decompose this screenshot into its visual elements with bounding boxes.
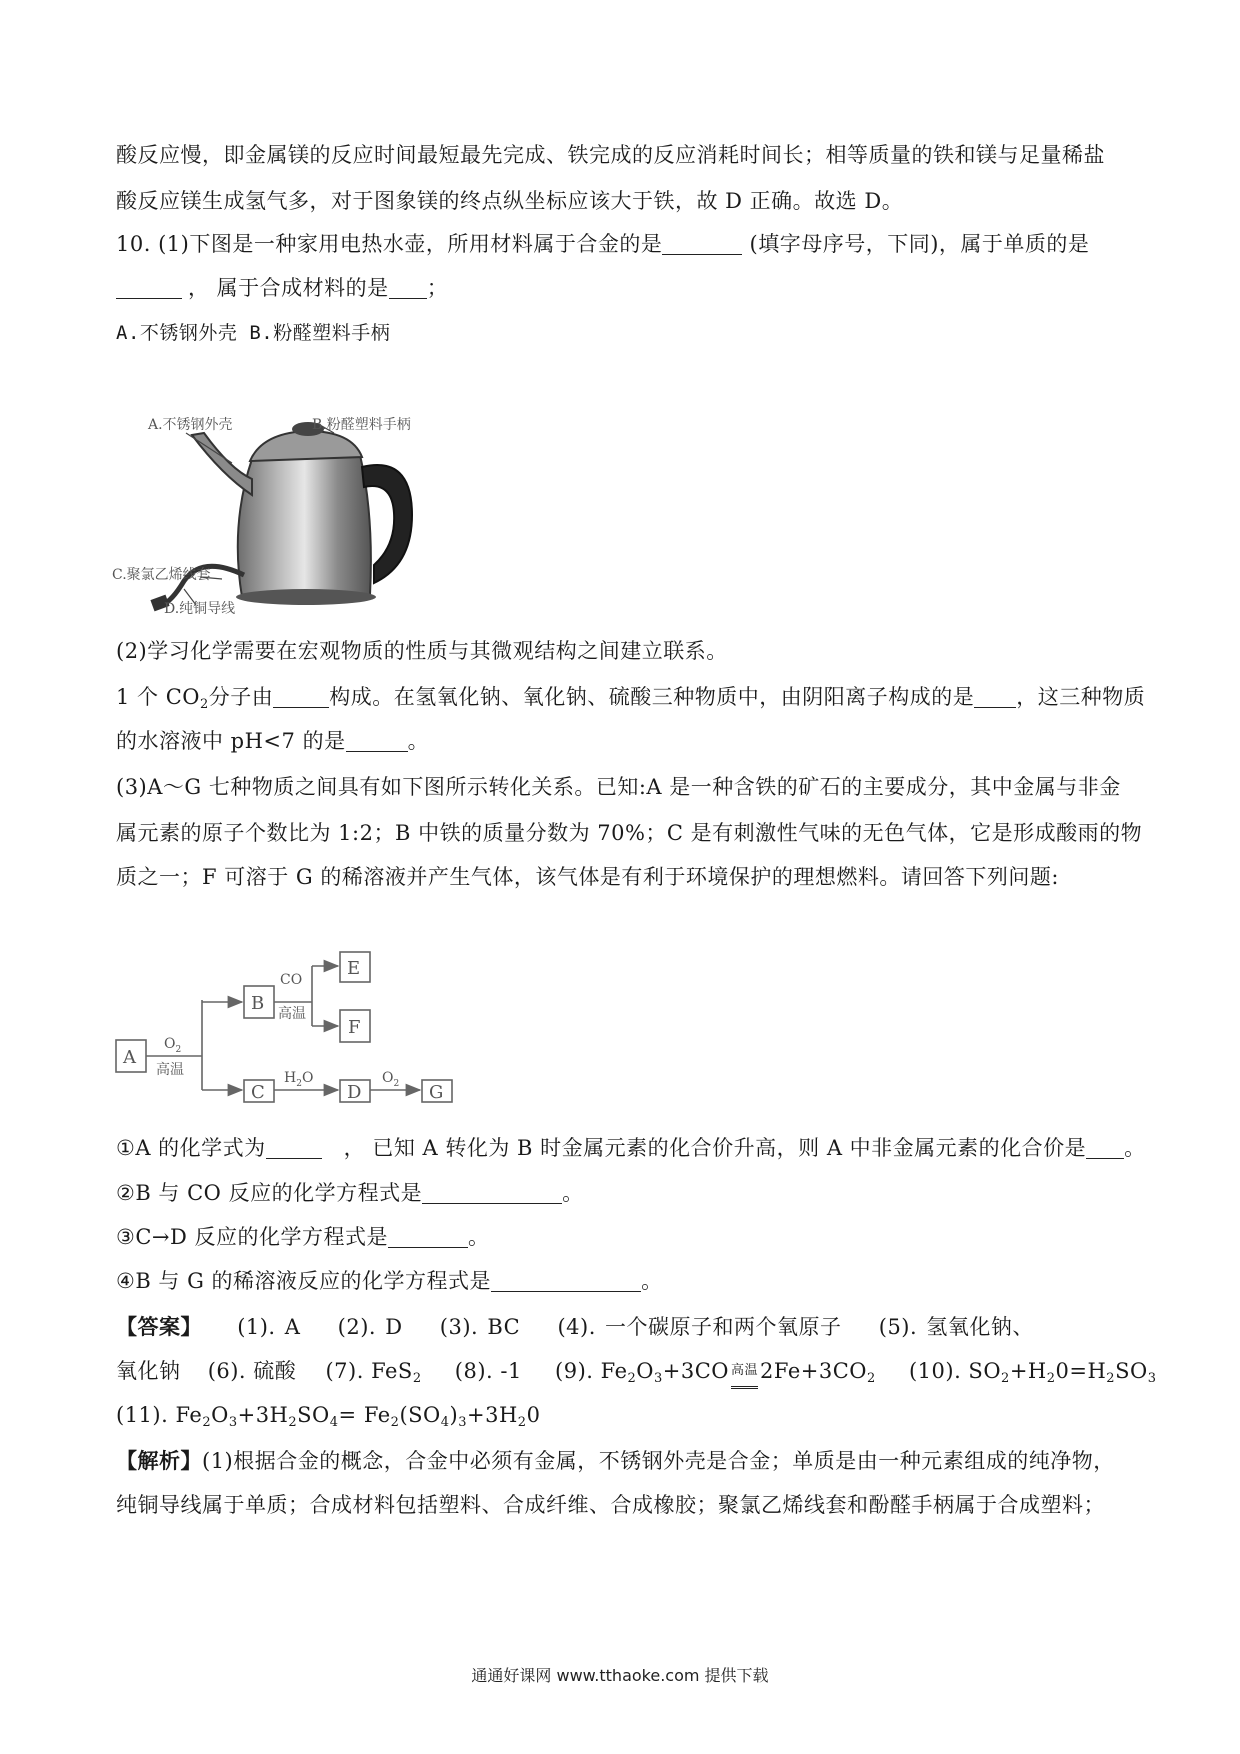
q10-text: 。 [468, 1225, 490, 1249]
intro-line-1: 酸反应慢，即金属镁的反应时间最短最先完成、铁完成的反应消耗时间长；相等质量的铁和镁与足量稀盐 [116, 143, 1105, 167]
q10-sub1 [116, 1133, 1146, 1163]
answer-blank [266, 1136, 322, 1159]
answer-label: 【答案】 [116, 1314, 202, 1339]
analysis-text: (1)根据合金的概念，合金中必须有金属，不锈钢外壳是合金；单质是由一种元素组成的纯净物， [202, 1449, 1115, 1473]
answer-item: (1). A [237, 1315, 301, 1339]
answer-blank [116, 276, 182, 299]
answer-blank [491, 1269, 641, 1292]
kettle-label-a: A.不锈钢外壳 [148, 417, 233, 433]
q10-text: ③C→D 反应的化学方程式是 [116, 1225, 389, 1249]
q10-text: 10. (1)下图是一种家用电热水壶，所用材料属于合金的是 [116, 232, 663, 256]
answer-item: (3). BC [439, 1315, 521, 1339]
answer-item: (4). 一个碳原子和两个氧原子 [557, 1315, 842, 1339]
answer-blank [388, 1225, 468, 1248]
q10-text: 。 [407, 729, 430, 753]
analysis-line-1 [116, 1446, 1126, 1476]
q10-text: (填字母序号，下同)，属于单质的是 [742, 232, 1090, 256]
cond-o2-b: $O_2$ [382, 1070, 400, 1089]
q10-text: 。 [641, 1269, 663, 1293]
analysis-label: 【解析】 [116, 1448, 202, 1473]
q10-part1-line1 [116, 229, 1126, 259]
page-footer: 通通好课网 www.tthaoke.com 提供下载 [471, 1666, 769, 1685]
answer-blank [273, 685, 329, 708]
kettle-label-b: B.粉醛塑料手柄 [312, 417, 411, 433]
cond-h2o: $H_2O$ [284, 1070, 314, 1089]
q10-text: ④B 与 G 的稀溶液反应的化学方程式是 [116, 1269, 492, 1293]
answer-item: (9). $Fe_2O_3+3CO$ 高温$2Fe+3CO_2$ [555, 1359, 876, 1383]
q10-part3-line1: (3)A～G 七种物质之间具有如下图所示转化关系。已知:A 是一种含铁的矿石的主要成分，其中金属与非金 [116, 775, 1121, 799]
answer-item: (6). 硫酸 [207, 1359, 297, 1383]
answer-item: (7). FeS$_2$ [325, 1359, 422, 1386]
cond-co: CO [280, 972, 303, 988]
analysis-line-2: 纯铜导线属于单质；合成材料包括塑料、合成纤维、合成橡胶；聚氯乙烯线套和酚醛手柄属于合成塑料； [116, 1493, 1105, 1517]
node-b: B [251, 993, 265, 1014]
answer-blank [662, 232, 742, 255]
cond-gaowen-1: 高温 [156, 1062, 184, 1078]
q10-text: 分子由 [208, 685, 274, 709]
q10-text: 1 个 CO [116, 685, 200, 709]
answer-item: (5). 氢氧化钠、 [878, 1315, 1034, 1339]
answer-blank [422, 1181, 562, 1204]
node-c: C [251, 1082, 265, 1103]
q10-text: ①A 的化学式为 [116, 1136, 266, 1160]
answer-item: (8). -1 [454, 1359, 522, 1383]
q10-text: ，这三种物质 [1016, 685, 1146, 709]
answer-item: 氧化钠 [116, 1359, 181, 1383]
q10-part3-line2: 属元素的原子个数比为 1:2；B 中铁的质量分数为 70%；C 是有刺激性气味的无色气体，它是形成酸雨的物 [116, 821, 1143, 845]
q10-part2-line2 [116, 682, 1146, 712]
cond-o2: $O_2$ [164, 1036, 182, 1055]
q10-part2-line3 [116, 726, 1126, 756]
q10-text: 。 [1124, 1136, 1146, 1160]
electric-kettle-figure [112, 405, 474, 617]
q10-part2-line1: (2)学习化学需要在宏观物质的性质与其微观结构之间建立联系。 [116, 639, 728, 663]
node-g: G [429, 1082, 444, 1103]
node-f: F [348, 1017, 361, 1038]
q10-sub4 [116, 1266, 1126, 1296]
kettle-label-d: D.纯铜导线 [164, 601, 236, 617]
q10-text: 。 [562, 1181, 584, 1205]
q10-text: 构成。在氢氧化钠、氧化钠、硫酸三种物质中，由阴阳离子构成的是 [329, 685, 975, 709]
q10-part3-line3: 质之一；F 可溶于 G 的稀溶液并产生气体，该气体是有利于环境保护的理想燃料。请回答下列问题: [116, 865, 1059, 889]
intro-line-2: 酸反应镁生成氢气多，对于图象镁的终点纵坐标应该大于铁，故 D 正确。故选 D。 [116, 189, 904, 213]
q10-text: ， 已知 A 转化为 B 时金属元素的化合价升高，则 A 中非金属元素的化合价是 [343, 1136, 1087, 1160]
q10-sub3 [116, 1222, 1126, 1252]
answer-line-2 [116, 1356, 1157, 1389]
q10-text: 的水溶液中 pH<7 的是 [116, 729, 346, 753]
answer-item: (2). D [337, 1315, 403, 1339]
q10-options: A.不锈钢外壳 B.粉醛塑料手柄 [116, 322, 391, 344]
answer-item: (11). $Fe_2O_3+3H_2SO_4= Fe_2(SO_4)_3+3H_20$ [116, 1403, 541, 1430]
subscript: 2 [200, 697, 209, 712]
answer-line-3 [116, 1400, 1126, 1430]
node-a: A [123, 1047, 136, 1068]
reaction-condition: 高温 [731, 1356, 758, 1389]
q10-sub2 [116, 1178, 1126, 1208]
kettle-label-c: C.聚氯乙烯线套 [112, 567, 211, 583]
q10-part1-line2 [116, 273, 1126, 303]
answer-item: (10). $SO_2+H_20=H_2SO_3$ [908, 1359, 1157, 1386]
answer-blank [974, 685, 1016, 708]
answer-blank [346, 729, 408, 752]
conversion-flow-diagram [112, 944, 472, 1106]
answer-blank [1086, 1136, 1124, 1159]
q10-text: ； [426, 276, 449, 300]
cond-gaowen-2: 高温 [278, 1006, 306, 1022]
q10-text: ， 属于合成材料的是 [188, 276, 389, 300]
answer-blank [389, 276, 427, 299]
node-d: D [347, 1082, 362, 1103]
q10-text: ②B 与 CO 反应的化学方程式是 [116, 1181, 423, 1205]
node-e: E [347, 958, 361, 979]
answer-line-1 [116, 1312, 1126, 1342]
